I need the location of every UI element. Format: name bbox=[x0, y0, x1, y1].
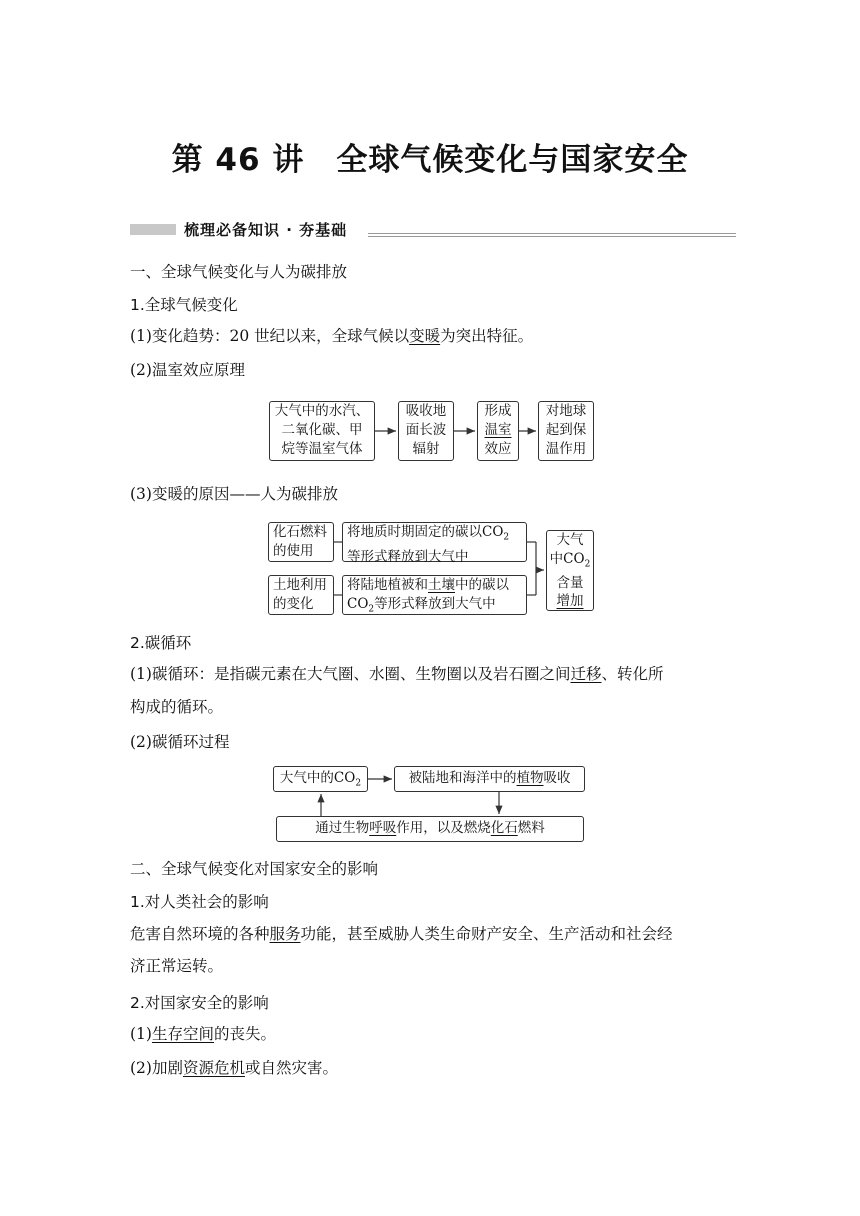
page-title: 第 46 讲 全球气候变化与国家安全 bbox=[171, 142, 689, 178]
paragraph-trend: (1)变化趋势：20 世纪以来，全球气候以变暖为突出特征。 bbox=[130, 327, 534, 345]
paragraph-living-space: (1)生存空间的丧失。 bbox=[130, 1025, 276, 1043]
warming-effect-box: 对地球 起到保 温作用 bbox=[538, 401, 594, 461]
greenhouse-effect-box: 形成 温室 效应 bbox=[477, 401, 519, 461]
plant-absorption-box: 被陆地和海洋中的植物吸收 bbox=[394, 766, 585, 792]
fossil-fuel-box: 化石燃料 的使用 bbox=[268, 522, 334, 562]
land-carbon-release-box: 将陆地植被和土壤中的碳以 $CO_2$等形式释放到大气中 bbox=[342, 575, 527, 615]
absorb-radiation-box: 吸收地 面长波 辐射 bbox=[398, 401, 454, 461]
paragraph-greenhouse-label: (2)温室效应原理 bbox=[130, 361, 245, 379]
paragraph-warming-cause: (3)变暖的原因——人为碳排放 bbox=[130, 485, 338, 503]
paragraph-carbon-cycle-cont: 构成的循环。 bbox=[130, 698, 224, 716]
respiration-combustion-box: 通过生物呼吸作用，以及燃烧化石燃料 bbox=[276, 816, 584, 842]
banner-label: 梳理必备知识 · 夯基础 bbox=[184, 221, 348, 239]
paragraph-society-impact: 危害自然环境的各种服务功能，甚至威胁人类生命财产安全、生产活动和社会经 bbox=[130, 925, 673, 943]
greenhouse-gases-box: 大气中的水汽、 二氧化碳、甲 烷等温室气体 bbox=[269, 401, 375, 461]
paragraph-carbon-cycle: (1)碳循环：是指碳元素在大气圈、水圈、生物圈以及岩石圈之间迁移、转化所 bbox=[130, 665, 664, 683]
subheading-security-impact: 2.对国家安全的影响 bbox=[130, 994, 269, 1012]
section-heading-1: 一、全球气候变化与人为碳排放 bbox=[130, 263, 348, 281]
fossil-carbon-release-box: 将地质时期固定的碳以$CO_2$ 等形式释放到大气中 bbox=[342, 522, 527, 562]
atmospheric-co2-box: 大气中的$CO_2$ bbox=[273, 766, 368, 792]
subheading-society-impact: 1.对人类社会的影响 bbox=[130, 893, 269, 911]
co2-increase-box: 大气 中$CO_2$ 含量 增加 bbox=[546, 530, 594, 611]
paragraph-cycle-process: (2)碳循环过程 bbox=[130, 733, 230, 751]
land-use-box: 土地利用 的变化 bbox=[268, 575, 334, 615]
section-heading-2: 二、全球气候变化对国家安全的影响 bbox=[130, 860, 379, 878]
paragraph-society-impact-cont: 济正常运转。 bbox=[130, 957, 224, 975]
subheading-climate-change: 1.全球气候变化 bbox=[130, 296, 238, 314]
paragraph-resource-crisis: (2)加剧资源危机或自然灾害。 bbox=[130, 1059, 338, 1077]
subheading-carbon-cycle: 2.碳循环 bbox=[130, 634, 192, 652]
